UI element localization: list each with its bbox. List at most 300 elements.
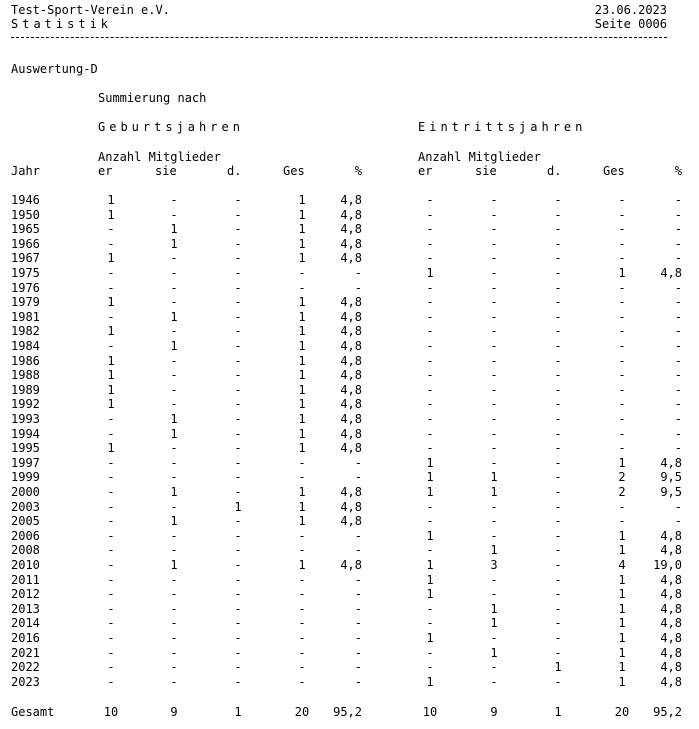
- table-row-birth-m: 1: [107, 295, 115, 309]
- table-row-entry-f: -: [490, 514, 498, 528]
- table-row-label: 2014: [11, 616, 40, 630]
- table-row-entry-d: -: [554, 222, 562, 236]
- col-birth-f: sie: [155, 164, 177, 178]
- table-row-birth-f: 1: [170, 412, 178, 426]
- table-row-label: 2011: [11, 573, 40, 587]
- table-row-birth-pct: 4,8: [340, 397, 362, 411]
- total-row-birth-f: 9: [170, 705, 178, 719]
- table-row-entry-f: -: [490, 222, 498, 236]
- table-row-entry-d: -: [554, 368, 562, 382]
- table-row-entry-f: -: [490, 456, 498, 470]
- table-row-label: 2006: [11, 529, 40, 543]
- table-row-entry-f: -: [490, 573, 498, 587]
- table-row-entry-pct: 4,8: [660, 266, 682, 280]
- table-row-label: 1989: [11, 383, 40, 397]
- table-row-entry-m: -: [426, 324, 434, 338]
- table-row-birth-m: -: [107, 587, 115, 601]
- table-row-birth-f: -: [170, 646, 178, 660]
- table-row-birth-f: -: [170, 266, 178, 280]
- col-birth-m: er: [98, 164, 113, 178]
- table-row-entry-pct: -: [674, 281, 682, 295]
- table-row-entry-f: 1: [490, 616, 498, 630]
- table-row-entry-pct: 9,5: [660, 470, 682, 484]
- table-row-entry-f: -: [490, 587, 498, 601]
- table-row-birth-total: -: [298, 660, 306, 674]
- table-row-label: 1995: [11, 441, 40, 455]
- table-row-entry-pct: 9,5: [660, 485, 682, 499]
- total-row-entry-m: 10: [422, 705, 438, 719]
- table-row-birth-pct: -: [354, 602, 362, 616]
- table-row-entry-f: -: [490, 237, 498, 251]
- table-row-birth-pct: -: [354, 543, 362, 557]
- table-row-entry-f: -: [490, 660, 498, 674]
- table-row-birth-f: -: [170, 295, 178, 309]
- table-row-birth-d: 1: [234, 500, 242, 514]
- table-row-birth-pct: -: [354, 646, 362, 660]
- table-row-entry-d: -: [554, 456, 562, 470]
- table-row-birth-pct: -: [354, 456, 362, 470]
- table-row-birth-pct: 4,8: [340, 441, 362, 455]
- table-row-entry-f: -: [490, 193, 498, 207]
- table-row-entry-pct: 4,8: [660, 543, 682, 557]
- table-row-birth-m: -: [107, 456, 115, 470]
- table-row-birth-d: -: [234, 324, 242, 338]
- table-row-entry-f: -: [490, 208, 498, 222]
- table-row-birth-total: -: [298, 456, 306, 470]
- table-row-entry-m: -: [426, 251, 434, 265]
- separator-line: [11, 37, 667, 38]
- table-row-birth-total: -: [298, 616, 306, 630]
- table-row-birth-pct: 4,8: [340, 485, 362, 499]
- table-row-label: 2023: [11, 675, 40, 689]
- table-row-entry-pct: -: [674, 208, 682, 222]
- table-row-birth-pct: -: [354, 660, 362, 674]
- report-title: Statistik: [11, 17, 113, 31]
- total-row-birth-d: 1: [234, 705, 242, 719]
- table-row-entry-d: -: [554, 529, 562, 543]
- table-row-entry-pct: 4,8: [660, 616, 682, 630]
- table-row-entry-m: 1: [426, 266, 434, 280]
- table-row-birth-total: -: [298, 646, 306, 660]
- table-row-birth-d: -: [234, 251, 242, 265]
- table-row-label: 2021: [11, 646, 40, 660]
- table-row-entry-d: -: [554, 354, 562, 368]
- table-row-birth-d: -: [234, 470, 242, 484]
- table-row-birth-m: 1: [107, 383, 115, 397]
- table-row-birth-total: 1: [298, 208, 306, 222]
- table-row-label: 2022: [11, 660, 40, 674]
- table-row-birth-m: 1: [107, 397, 115, 411]
- table-row-birth-total: 1: [298, 354, 306, 368]
- table-row-label: 1994: [11, 427, 40, 441]
- table-row-entry-pct: 4,8: [660, 602, 682, 616]
- col-year: Jahr: [11, 164, 40, 178]
- table-row-birth-pct: 4,8: [340, 339, 362, 353]
- table-row-birth-d: -: [234, 412, 242, 426]
- table-row-birth-f: -: [170, 573, 178, 587]
- table-row-label: 1965: [11, 222, 40, 236]
- table-row-entry-m: -: [426, 412, 434, 426]
- table-row-birth-f: -: [170, 251, 178, 265]
- table-row-birth-pct: 4,8: [340, 208, 362, 222]
- col-entry-f: sie: [475, 164, 497, 178]
- table-row-entry-total: -: [618, 441, 626, 455]
- table-row-birth-pct: 4,8: [340, 354, 362, 368]
- table-row-birth-pct: 4,8: [340, 412, 362, 426]
- table-row-entry-f: -: [490, 281, 498, 295]
- table-row-entry-m: -: [426, 208, 434, 222]
- table-row-entry-total: -: [618, 295, 626, 309]
- col-entry-d: d.: [547, 164, 562, 178]
- table-row-entry-f: 1: [490, 543, 498, 557]
- total-row-birth-pct: 95,2: [333, 705, 362, 719]
- table-row-birth-pct: -: [354, 675, 362, 689]
- table-row-entry-d: -: [554, 675, 562, 689]
- table-row-entry-d: -: [554, 631, 562, 645]
- table-row-entry-pct: -: [674, 222, 682, 236]
- table-row-entry-total: -: [618, 339, 626, 353]
- table-row-entry-d: -: [554, 324, 562, 338]
- table-row-birth-total: 1: [298, 222, 306, 236]
- table-row-birth-f: -: [170, 500, 178, 514]
- table-row-entry-pct: 4,8: [660, 587, 682, 601]
- table-row-entry-total: -: [618, 281, 626, 295]
- table-row-birth-pct: -: [354, 266, 362, 280]
- table-row-birth-d: -: [234, 339, 242, 353]
- table-row-entry-pct: -: [674, 251, 682, 265]
- table-row-entry-m: -: [426, 660, 434, 674]
- table-row-entry-d: -: [554, 587, 562, 601]
- table-row-entry-m: -: [426, 397, 434, 411]
- table-row-entry-f: -: [490, 427, 498, 441]
- table-row-entry-f: -: [490, 412, 498, 426]
- table-row-entry-f: -: [490, 266, 498, 280]
- table-row-birth-total: -: [298, 529, 306, 543]
- table-row-birth-m: 1: [107, 251, 115, 265]
- table-row-birth-m: -: [107, 266, 115, 280]
- table-row-birth-total: 1: [298, 441, 306, 455]
- table-row-birth-f: 1: [170, 339, 178, 353]
- table-row-entry-d: -: [554, 441, 562, 455]
- table-row-birth-total: 1: [298, 251, 306, 265]
- table-row-birth-pct: 4,8: [340, 295, 362, 309]
- table-row-entry-pct: -: [674, 383, 682, 397]
- table-row-label: 1979: [11, 295, 40, 309]
- table-row-entry-d: -: [554, 397, 562, 411]
- table-row-birth-f: -: [170, 602, 178, 616]
- table-row-birth-d: -: [234, 281, 242, 295]
- table-row-birth-total: 1: [298, 485, 306, 499]
- table-row-entry-m: 1: [426, 675, 434, 689]
- table-row-entry-f: -: [490, 368, 498, 382]
- table-row-entry-pct: -: [674, 295, 682, 309]
- section-birth-years: Geburtsjahren: [98, 120, 244, 134]
- table-row-birth-total: -: [298, 675, 306, 689]
- table-row-entry-d: -: [554, 251, 562, 265]
- table-row-birth-d: -: [234, 631, 242, 645]
- table-row-entry-total: 2: [618, 485, 626, 499]
- table-row-entry-d: -: [554, 237, 562, 251]
- table-row-birth-total: 1: [298, 324, 306, 338]
- table-row-entry-d: -: [554, 573, 562, 587]
- table-row-entry-d: -: [554, 616, 562, 630]
- table-row-entry-pct: -: [674, 514, 682, 528]
- table-row-birth-m: -: [107, 543, 115, 557]
- table-row-entry-d: -: [554, 500, 562, 514]
- table-row-entry-f: 1: [490, 485, 498, 499]
- table-row-birth-d: -: [234, 383, 242, 397]
- table-row-birth-pct: 4,8: [340, 558, 362, 572]
- table-row-label: 1966: [11, 237, 40, 251]
- table-row-entry-pct: 4,8: [660, 456, 682, 470]
- table-row-entry-m: 1: [426, 558, 434, 572]
- org-name: Test-Sport-Verein e.V.: [11, 3, 170, 17]
- table-row-entry-total: 1: [618, 456, 626, 470]
- table-row-entry-d: -: [554, 295, 562, 309]
- table-row-birth-pct: 4,8: [340, 500, 362, 514]
- table-row-birth-m: -: [107, 412, 115, 426]
- table-row-entry-d: -: [554, 193, 562, 207]
- table-row-birth-pct: 4,8: [340, 383, 362, 397]
- table-row-entry-m: -: [426, 514, 434, 528]
- table-row-birth-f: -: [170, 529, 178, 543]
- table-row-entry-m: 1: [426, 529, 434, 543]
- table-row-entry-total: -: [618, 500, 626, 514]
- table-row-entry-f: 1: [490, 470, 498, 484]
- table-row-label: 1982: [11, 324, 40, 338]
- table-row-birth-d: -: [234, 558, 242, 572]
- table-row-label: 1981: [11, 310, 40, 324]
- table-row-entry-pct: 4,8: [660, 675, 682, 689]
- table-row-birth-m: -: [107, 631, 115, 645]
- table-row-birth-total: 1: [298, 514, 306, 528]
- table-row-entry-f: 1: [490, 646, 498, 660]
- table-row-birth-total: -: [298, 281, 306, 295]
- table-row-entry-f: 3: [490, 558, 498, 572]
- table-row-birth-d: -: [234, 237, 242, 251]
- table-row-label: 1984: [11, 339, 40, 353]
- table-row-entry-total: 1: [618, 631, 626, 645]
- table-row-entry-d: -: [554, 485, 562, 499]
- table-row-birth-d: -: [234, 441, 242, 455]
- total-row-birth-m: 10: [103, 705, 119, 719]
- table-row-entry-pct: -: [674, 324, 682, 338]
- table-row-entry-total: -: [618, 251, 626, 265]
- table-row-birth-d: -: [234, 602, 242, 616]
- table-row-entry-d: -: [554, 339, 562, 353]
- table-row-entry-d: -: [554, 602, 562, 616]
- table-row-entry-f: -: [490, 251, 498, 265]
- table-row-birth-f: 1: [170, 237, 178, 251]
- table-row-entry-d: -: [554, 514, 562, 528]
- table-row-birth-pct: -: [354, 631, 362, 645]
- table-row-entry-f: -: [490, 675, 498, 689]
- table-row-entry-pct: -: [674, 237, 682, 251]
- table-row-birth-total: 1: [298, 427, 306, 441]
- table-row-birth-pct: -: [354, 529, 362, 543]
- table-row-entry-m: -: [426, 602, 434, 616]
- table-row-entry-total: -: [618, 310, 626, 324]
- table-row-birth-m: -: [107, 237, 115, 251]
- table-row-entry-total: -: [618, 222, 626, 236]
- table-row-entry-total: -: [618, 237, 626, 251]
- table-row-birth-f: -: [170, 281, 178, 295]
- col-entry-m: er: [418, 164, 433, 178]
- table-row-birth-pct: 4,8: [340, 310, 362, 324]
- section-entry-years: Eintrittsjahren: [418, 120, 587, 134]
- table-row-birth-pct: 4,8: [340, 251, 362, 265]
- table-row-entry-m: 1: [426, 631, 434, 645]
- table-row-label: 1999: [11, 470, 40, 484]
- table-row-entry-pct: -: [674, 354, 682, 368]
- table-row-label: 2000: [11, 485, 40, 499]
- table-row-birth-total: 1: [298, 383, 306, 397]
- table-row-entry-f: -: [490, 295, 498, 309]
- table-row-entry-f: -: [490, 339, 498, 353]
- table-row-birth-pct: 4,8: [340, 193, 362, 207]
- table-row-birth-f: -: [170, 470, 178, 484]
- col-entry-total: Ges: [603, 164, 625, 178]
- table-row-entry-m: 1: [426, 573, 434, 587]
- table-row-birth-total: -: [298, 470, 306, 484]
- table-row-entry-pct: -: [674, 193, 682, 207]
- table-row-birth-d: -: [234, 310, 242, 324]
- table-row-label: 2003: [11, 500, 40, 514]
- table-row-entry-f: -: [490, 397, 498, 411]
- table-row-birth-f: -: [170, 368, 178, 382]
- table-row-birth-m: -: [107, 427, 115, 441]
- total-row-entry-d: 1: [554, 705, 562, 719]
- table-row-entry-total: 4: [618, 558, 626, 572]
- table-row-birth-f: -: [170, 543, 178, 557]
- table-row-entry-f: -: [490, 324, 498, 338]
- table-row-birth-m: -: [107, 470, 115, 484]
- table-row-birth-d: -: [234, 514, 242, 528]
- total-row-entry-total: 20: [614, 705, 630, 719]
- table-row-birth-total: 1: [298, 368, 306, 382]
- table-row-entry-pct: 4,8: [660, 573, 682, 587]
- table-row-entry-m: -: [426, 281, 434, 295]
- table-row-birth-m: -: [107, 660, 115, 674]
- table-row-birth-f: -: [170, 631, 178, 645]
- table-row-birth-f: -: [170, 441, 178, 455]
- table-row-entry-d: -: [554, 558, 562, 572]
- table-row-birth-f: -: [170, 587, 178, 601]
- table-row-birth-d: -: [234, 427, 242, 441]
- table-row-birth-total: 1: [298, 558, 306, 572]
- table-row-entry-total: -: [618, 427, 626, 441]
- table-row-entry-d: -: [554, 543, 562, 557]
- table-row-birth-f: 1: [170, 310, 178, 324]
- table-row-entry-total: -: [618, 368, 626, 382]
- table-row-entry-m: 1: [426, 470, 434, 484]
- table-row-entry-f: -: [490, 500, 498, 514]
- table-row-birth-total: 1: [298, 397, 306, 411]
- table-row-birth-f: -: [170, 456, 178, 470]
- table-row-entry-m: -: [426, 543, 434, 557]
- table-row-birth-d: -: [234, 295, 242, 309]
- table-row-birth-f: -: [170, 660, 178, 674]
- table-row-birth-m: 1: [107, 354, 115, 368]
- table-row-birth-m: -: [107, 602, 115, 616]
- table-row-birth-d: -: [234, 529, 242, 543]
- table-row-entry-total: 1: [618, 587, 626, 601]
- table-row-birth-d: -: [234, 397, 242, 411]
- table-row-birth-f: 1: [170, 222, 178, 236]
- table-row-entry-total: -: [618, 514, 626, 528]
- table-row-entry-m: -: [426, 441, 434, 455]
- table-row-entry-total: 1: [618, 660, 626, 674]
- table-row-label: 2013: [11, 602, 40, 616]
- summing-label: Summierung nach: [98, 91, 207, 105]
- table-row-birth-d: -: [234, 456, 242, 470]
- table-row-birth-pct: 4,8: [340, 368, 362, 382]
- table-row-entry-m: -: [426, 295, 434, 309]
- col-birth-total: Ges: [283, 164, 305, 178]
- table-row-entry-d: -: [554, 646, 562, 660]
- table-row-birth-total: -: [298, 587, 306, 601]
- table-row-birth-m: 1: [107, 193, 115, 207]
- table-row-label: 1988: [11, 368, 40, 382]
- table-row-entry-m: -: [426, 646, 434, 660]
- table-row-birth-m: 1: [107, 441, 115, 455]
- table-row-entry-m: -: [426, 222, 434, 236]
- table-row-birth-d: -: [234, 660, 242, 674]
- table-row-entry-m: -: [426, 500, 434, 514]
- table-row-birth-m: -: [107, 573, 115, 587]
- table-row-birth-f: -: [170, 383, 178, 397]
- table-row-entry-pct: -: [674, 412, 682, 426]
- table-row-entry-d: -: [554, 427, 562, 441]
- table-row-birth-f: -: [170, 208, 178, 222]
- table-row-entry-pct: 4,8: [660, 529, 682, 543]
- table-row-entry-m: -: [426, 310, 434, 324]
- table-row-birth-m: -: [107, 646, 115, 660]
- table-row-birth-m: -: [107, 281, 115, 295]
- table-row-birth-pct: -: [354, 616, 362, 630]
- count-label-entry: Anzahl Mitglieder: [418, 150, 541, 164]
- table-row-entry-total: 1: [618, 616, 626, 630]
- total-row-entry-pct: 95,2: [653, 705, 682, 719]
- table-row-birth-d: -: [234, 616, 242, 630]
- table-row-label: 1975: [11, 266, 40, 280]
- table-row-entry-total: 2: [618, 470, 626, 484]
- table-row-entry-pct: -: [674, 310, 682, 324]
- table-row-entry-m: -: [426, 237, 434, 251]
- table-row-birth-total: 1: [298, 339, 306, 353]
- table-row-entry-pct: 19,0: [653, 558, 682, 572]
- table-row-entry-d: -: [554, 310, 562, 324]
- page-number: Seite 0006: [594, 17, 667, 31]
- table-row-entry-total: 1: [618, 529, 626, 543]
- table-row-entry-f: 1: [490, 602, 498, 616]
- table-row-birth-pct: 4,8: [340, 427, 362, 441]
- total-row-label: Gesamt: [11, 705, 55, 719]
- table-row-label: 2012: [11, 587, 40, 601]
- table-row-birth-total: 1: [298, 412, 306, 426]
- table-row-birth-d: -: [234, 485, 242, 499]
- table-row-birth-pct: 4,8: [340, 514, 362, 528]
- table-row-birth-pct: -: [354, 573, 362, 587]
- table-row-entry-d: -: [554, 266, 562, 280]
- table-row-birth-m: 1: [107, 208, 115, 222]
- table-row-birth-d: -: [234, 646, 242, 660]
- table-row-entry-pct: 4,8: [660, 631, 682, 645]
- table-row-entry-pct: -: [674, 368, 682, 382]
- table-row-birth-f: -: [170, 675, 178, 689]
- total-row-birth-total: 20: [294, 705, 310, 719]
- table-row-entry-total: 1: [618, 543, 626, 557]
